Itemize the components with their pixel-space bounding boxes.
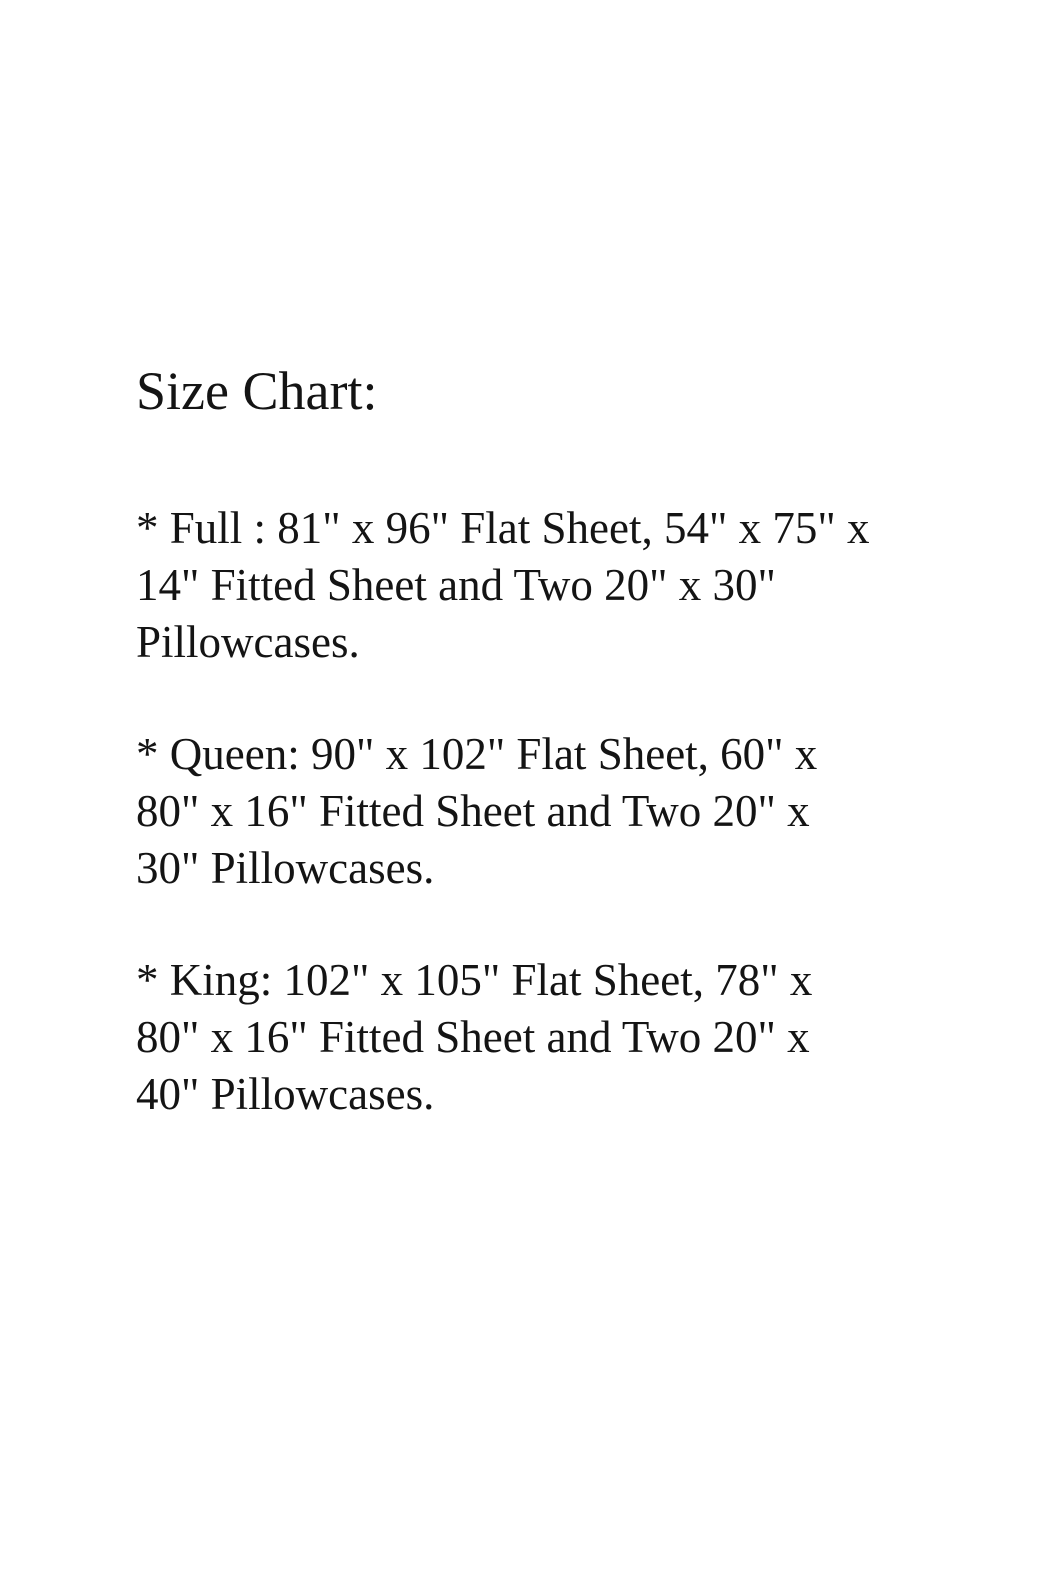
size-chart-content [136,356,936,1178]
size-entry-line: 14" Fitted Sheet and Two 20" x 30" [136,560,776,610]
size-entry-line: 40" Pillowcases. [136,1069,435,1119]
size-entry-line: Pillowcases. [136,617,360,667]
size-entry-king [136,952,936,1123]
page-title: Size Chart: [136,361,378,421]
size-entry-line: * Queen: 90" x 102" Flat Sheet, 60" x [136,729,818,779]
size-entry-line: 80" x 16" Fitted Sheet and Two 20" x [136,1012,810,1062]
size-entry-line: 80" x 16" Fitted Sheet and Two 20" x [136,786,810,836]
size-entry-line: 30" Pillowcases. [136,843,435,893]
size-entry-queen [136,726,936,897]
size-entry-line: * Full : 81" x 96" Flat Sheet, 54" x 75" x [136,503,870,553]
size-entry-full [136,500,936,671]
size-entry-line: * King: 102" x 105" Flat Sheet, 78" x [136,955,813,1005]
